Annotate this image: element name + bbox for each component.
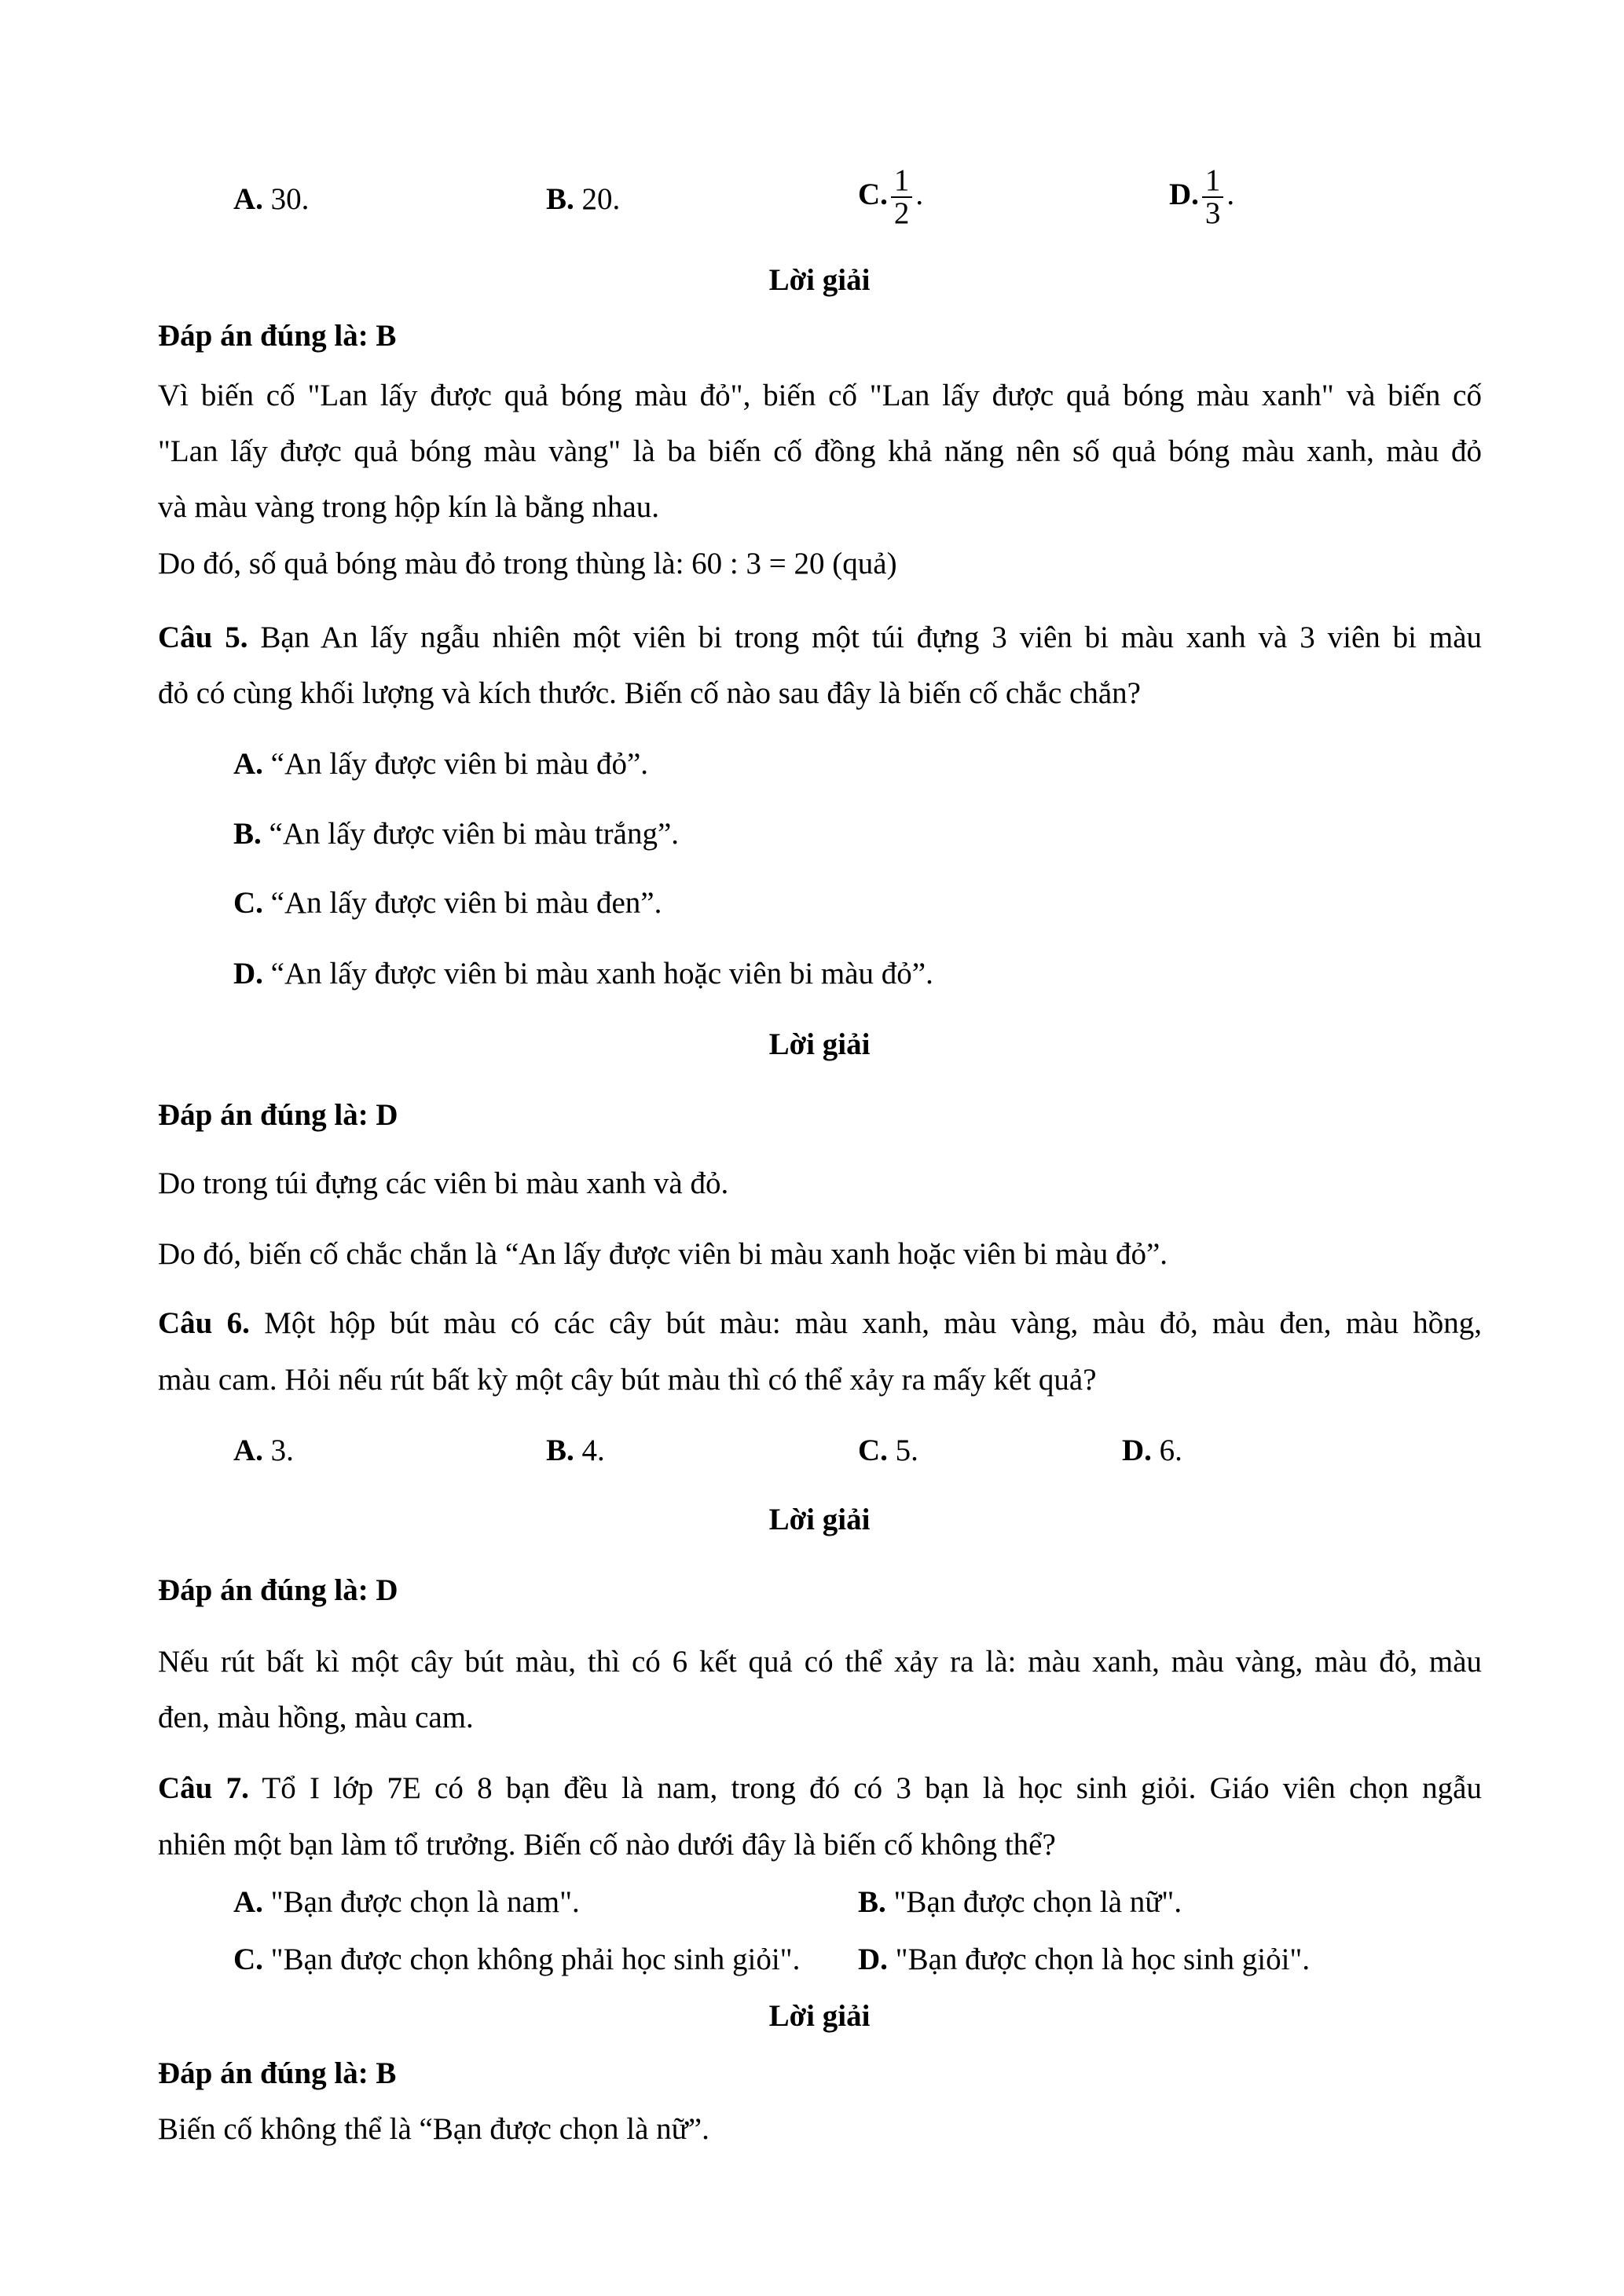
fraction: $\frac{1}{3}$ [1202,165,1224,229]
question-line: đỏ có cùng khối lượng và kích thước. Biến cố nào sau đây là biến cố chắc chắn? [158,676,1141,710]
solution-heading: Lời giải [768,1027,871,1061]
q6-option-c: C. 5. [858,1434,918,1467]
q6-option-b: B. 4. [546,1434,605,1467]
q5-option-a: A. “An lấy được viên bi màu đỏ”. [233,747,649,781]
q4-option-b: B. 20. [546,182,621,216]
explanation-line: đen, màu hồng, màu cam. [158,1701,474,1734]
question-5: Câu 5. Bạn An lấy ngẫu nhiên một viên bi trong một túi đựng 3 viên bi màu xanh và 3 viên bi màu [158,621,1482,654]
q7-option-a: A. "Bạn được chọn là nam". [233,1885,580,1919]
explanation-line: Nếu rút bất kì một cây bút màu, thì có 6 kết quả có thể xảy ra là: màu xanh, màu vàng, màu đỏ, màu [158,1645,1482,1679]
solution-heading: Lời giải [768,1999,871,2033]
q4-option-c: C. $\frac{1}{2}$ . [858,163,924,230]
explanation-line: Do trong túi đựng các viên bi màu xanh và đỏ. [158,1166,729,1200]
question-line: nhiên một bạn làm tổ trưởng. Biến cố nào dưới đây là biến cố không thể? [158,1828,1056,1862]
question-7: Câu 7. Tổ I lớp 7E có 8 bạn đều là nam, trong đó có 3 bạn là học sinh giỏi. Giáo viên chọn ngẫu [158,1771,1482,1805]
answer: Đáp án đúng là: B [158,319,397,353]
explanation-line: và màu vàng trong hộp kín là bằng nhau. [158,490,659,524]
q5-option-c: C. “An lấy được viên bi màu đen”. [233,886,662,920]
q4-option-d: D. $\frac{1}{3}$ . [1169,163,1235,230]
q7-option-c: C. "Bạn được chọn không phải học sinh giỏi". [233,1943,801,1976]
solution-heading: Lời giải [768,1503,871,1536]
q5-option-b: B. “An lấy được viên bi màu trắng”. [233,817,680,851]
question-6: Câu 6. Một hộp bút màu có các cây bút màu: màu xanh, màu vàng, màu đỏ, màu đen, màu hồng, [158,1306,1483,1340]
explanation-line: "Lan lấy được quả bóng màu vàng" là ba biến cố đồng khả năng nên số quả bóng màu xanh, màu đỏ [158,434,1482,468]
q6-option-d: D. 6. [1122,1434,1182,1467]
q7-option-d: D. "Bạn được chọn là học sinh giỏi". [858,1943,1311,1976]
q4-option-a: A. 30. [233,182,310,216]
fraction: $\frac{1}{2}$ [891,165,913,229]
q5-option-d: D. “An lấy được viên bi màu xanh hoặc viên bi màu đỏ”. [233,957,933,991]
answer: Đáp án đúng là: B [158,2056,397,2090]
answer: Đáp án đúng là: D [158,1573,398,1607]
explanation-line: Vì biến cố "Lan lấy được quả bóng màu đỏ", biến cố "Lan lấy được quả bóng màu xanh" và biến cố [158,379,1482,412]
q7-option-b: B. "Bạn được chọn là nữ". [858,1885,1182,1919]
explanation-line: Do đó, biến cố chắc chắn là “An lấy được viên bi màu xanh hoặc viên bi màu đỏ”. [158,1237,1168,1271]
explanation-line: Biến cố không thể là “Bạn được chọn là nữ”. [158,2112,709,2146]
q6-option-a: A. 3. [233,1434,294,1467]
question-line: màu cam. Hỏi nếu rút bất kỳ một cây bút màu thì có thể xảy ra mấy kết quả? [158,1363,1097,1397]
solution-heading: Lời giải [768,263,871,297]
explanation-line: Do đó, số quả bóng màu đỏ trong thùng là: 60 : 3 = 20 (quả) [158,547,897,580]
answer: Đáp án đúng là: D [158,1098,398,1132]
